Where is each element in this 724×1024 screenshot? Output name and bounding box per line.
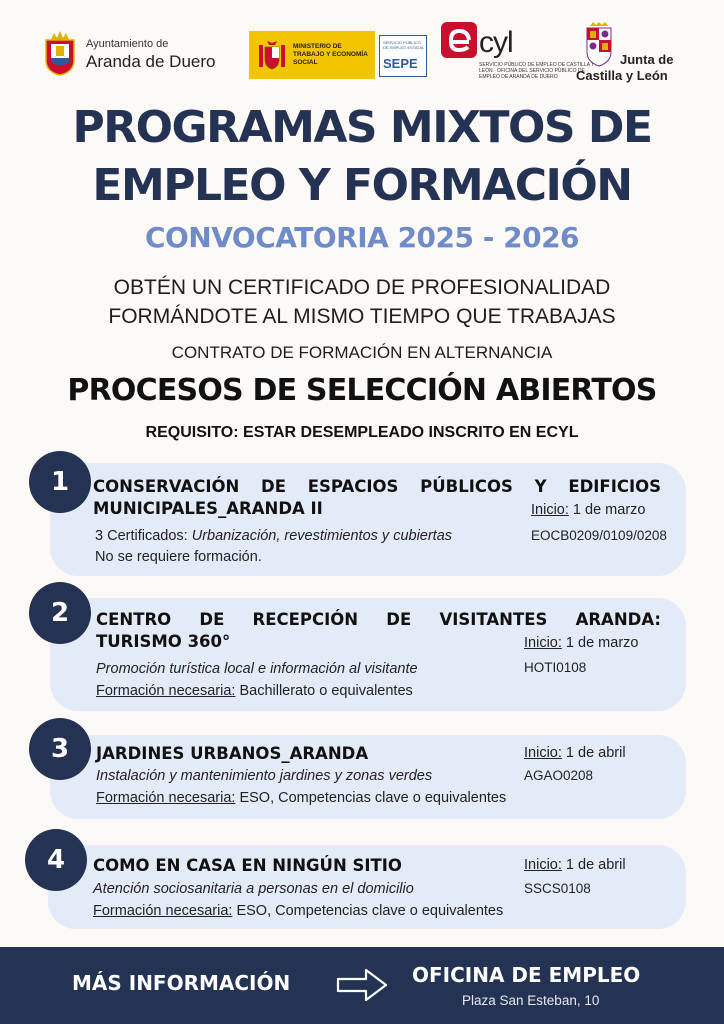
start-label: Inicio: — [524, 857, 562, 873]
ecyl-wordmark: cyl — [479, 26, 513, 59]
program-start-date — [524, 855, 626, 875]
program-start-date — [531, 500, 645, 520]
sepe-logo — [379, 35, 427, 77]
start-date-value: 1 de abril — [565, 857, 626, 873]
program-requirement — [96, 681, 413, 701]
program-description: Atención sociosanitaria a personas en el domicilio — [93, 881, 414, 897]
requirement-value: ESO, Competencias clave o equivalentes — [239, 790, 507, 806]
sepe-small-label: SERVICIO PÚBLICO DE EMPLEO ESTATAL — [383, 40, 425, 50]
program-title-line1: JARDINES URBANOS_ARANDA — [96, 744, 369, 763]
ministerio-trabajo-logo — [249, 31, 375, 79]
certificate-tagline-line2: FORMÁNDOTE AL MISMO TIEMPO QUE TRABAJAS — [108, 305, 616, 328]
start-date-value: 1 de marzo — [565, 635, 639, 651]
program-number-badge: 3 — [29, 718, 91, 780]
requirement-label: Formación necesaria: — [96, 790, 236, 806]
program-title-line2: TURISMO 360° — [96, 632, 231, 651]
program-requirement — [96, 788, 506, 808]
arrow-right-icon — [336, 967, 390, 1003]
program-title-line1: CENTRO DE RECEPCIÓN DE VISITANTES ARANDA: — [96, 610, 661, 629]
aranda-logo-line2: Aranda de Duero — [86, 52, 216, 71]
footer-banner — [0, 947, 724, 1024]
ecyl-subtitle: SERVICIO PÚBLICO DE EMPLEO DE CASTILLA Y LEÓN · OFICINA DEL SERVICIO PÚBLICO DE EMPLEO DE ARANDA DE DUERO — [479, 62, 595, 80]
convocatoria-heading: CONVOCATORIA 2025 - 2026 — [144, 221, 580, 254]
program-title-line1: CONSERVACIÓN DE ESPACIOS PÚBLICOS Y EDIFICIOS — [93, 477, 661, 496]
ecyl-e-icon — [441, 22, 481, 60]
office-address: Plaza San Esteban, 10 — [462, 993, 600, 1008]
more-info-label: MÁS INFORMACIÓN — [72, 971, 291, 995]
certificate-tagline — [0, 273, 724, 331]
selection-processes-heading: PROCESOS DE SELECCIÓN ABIERTOS — [67, 373, 657, 408]
program-description — [95, 526, 452, 546]
start-date-value: 1 de abril — [565, 745, 626, 761]
junta-logo-line1: Junta de — [620, 52, 674, 67]
requirement-value: Bachillerato o equivalentes — [239, 683, 413, 699]
start-label: Inicio: — [524, 745, 562, 761]
junta-castilla-leon-logo — [576, 22, 694, 88]
program-start-date — [524, 633, 638, 653]
requirement-value: ESO, Competencias clave o equivalentes — [236, 903, 504, 919]
employment-office-label: OFICINA DE EMPLEO — [412, 963, 641, 987]
certificate-tagline-line1: OBTÉN UN CERTIFICADO DE PROFESIONALIDAD — [113, 276, 611, 299]
junta-logo-line2: Castilla y León — [576, 68, 668, 83]
start-label: Inicio: — [524, 635, 562, 651]
castilla-leon-shield-icon — [584, 22, 614, 68]
program-requirement — [93, 901, 503, 921]
spain-crest-icon — [257, 39, 287, 71]
start-label: Inicio: — [531, 502, 569, 518]
ecyl-logo — [441, 22, 595, 92]
logo-bar — [0, 0, 724, 100]
description-text: Urbanización, revestimientos y cubiertas — [191, 528, 453, 544]
start-date-value: 1 de marzo — [572, 502, 646, 518]
contract-type-label: CONTRATO DE FORMACIÓN EN ALTERNANCIA — [171, 343, 553, 362]
program-requirement: No se requiere formación. — [95, 549, 262, 565]
program-start-date — [524, 743, 626, 763]
ministerio-label: MINISTERIO DE TRABAJO Y ECONOMÍA SOCIAL — [293, 43, 368, 66]
certificate-code: AGAO0208 — [524, 768, 594, 783]
aranda-de-duero-logo — [42, 30, 242, 80]
program-number-badge: 2 — [29, 582, 91, 644]
program-description: Promoción turística local e información al visitante — [96, 661, 418, 677]
certificate-code: HOTI0108 — [524, 660, 587, 675]
aranda-logo-line1: Ayuntamiento de — [86, 38, 169, 50]
aranda-shield-icon — [42, 30, 78, 76]
requirement-label: Formación necesaria: — [96, 683, 236, 699]
program-title-line2: MUNICIPALES_ARANDA II — [93, 499, 323, 518]
program-number-badge: 4 — [25, 829, 87, 891]
program-number-badge: 1 — [29, 451, 91, 513]
program-description: Instalación y mantenimiento jardines y zonas verdes — [96, 768, 433, 784]
certificate-code: SSCS0108 — [524, 881, 591, 896]
title-line-2: EMPLEO Y FORMACIÓN — [92, 160, 632, 211]
title-line-1: PROGRAMAS MIXTOS DE — [72, 102, 652, 153]
requirement-label: REQUISITO: ESTAR DESEMPLEADO INSCRITO EN ECYL — [145, 424, 579, 441]
description-prefix: 3 Certificados: — [95, 528, 192, 544]
program-title-line1: COMO EN CASA EN NINGÚN SITIO — [93, 856, 402, 875]
requirement-label: Formación necesaria: — [93, 903, 233, 919]
certificate-code: EOCB0209/0109/0208 — [531, 528, 667, 543]
sepe-label: SEPE — [383, 56, 418, 71]
